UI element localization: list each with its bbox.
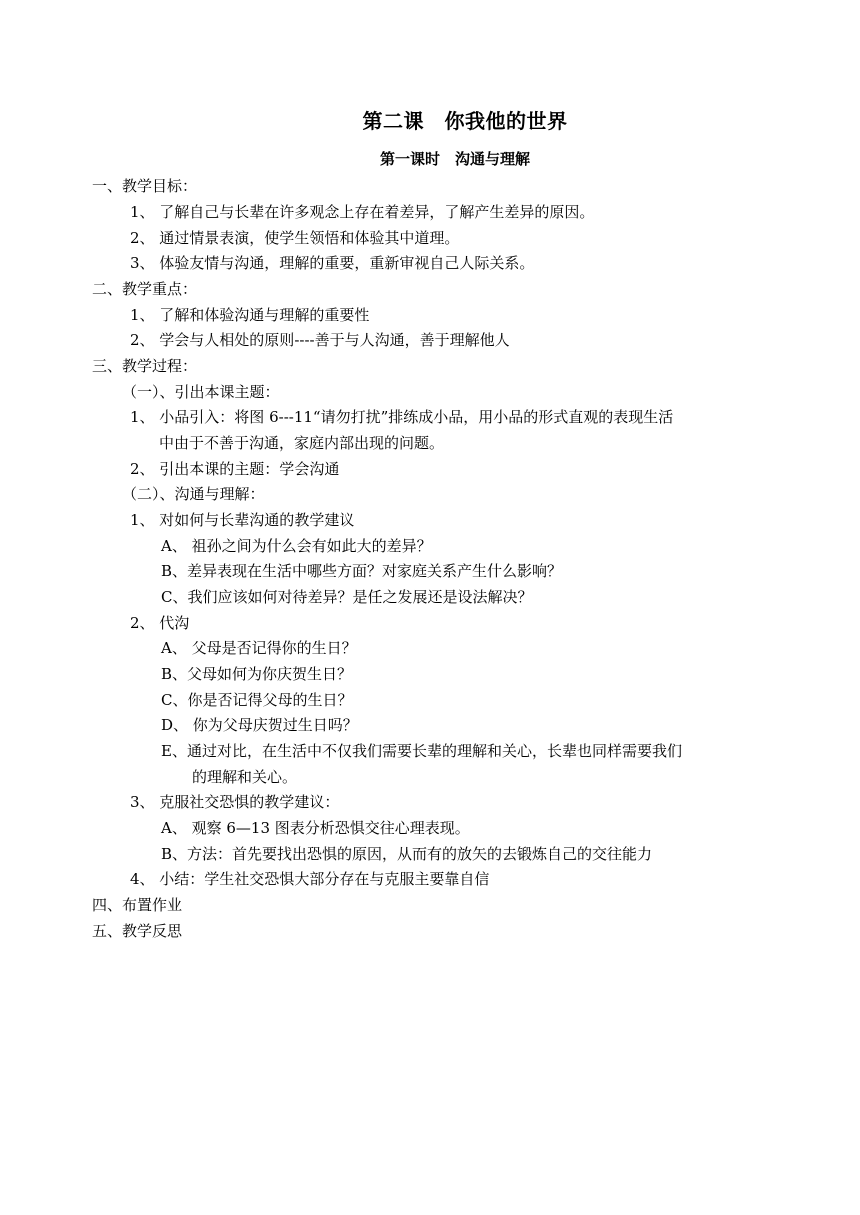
- communication-item-2-e-continued: 的理解和关心。: [192, 768, 298, 786]
- process-item-1-continued: 中由于不善于沟通，家庭内部出现的问题。: [159, 434, 445, 452]
- communication-item-1-b: B、差异表现在生活中哪些方面？对家庭关系产生什么影响？: [161, 562, 563, 580]
- communication-item-1: 1、 对如何与长辈沟通的教学建议: [130, 511, 355, 529]
- communication-item-2-a: A、 父母是否记得你的生日？: [161, 639, 357, 657]
- lesson-title: 第二课 你我他的世界: [362, 109, 568, 133]
- communication-item-4: 4、 小结：学生社交恐惧大部分存在与克服主要靠自信: [130, 870, 490, 888]
- process-item-1: 1、 小品引入：将图 6---11“请勿打扰”排练成小品，用小品的形式直观的表现生活: [130, 408, 674, 426]
- communication-item-3-a: A、 观察 6—13 图表分析恐惧交往心理表现。: [161, 819, 470, 837]
- process-item-2: 2、 引出本课的主题：学会沟通: [130, 460, 340, 478]
- communication-item-2: 2、 代沟: [130, 614, 190, 632]
- communication-item-2-c: C、你是否记得父母的生日？: [161, 691, 353, 709]
- section-heading-homework: 四、布置作业: [92, 896, 183, 914]
- communication-item-1-a: A、 祖孙之间为什么会有如此大的差异？: [161, 537, 432, 555]
- objective-item-2: 2、 通过情景表演，使学生领悟和体验其中道理。: [130, 229, 460, 247]
- communication-item-2-b: B、父母如何为你庆贺生日？: [161, 665, 353, 683]
- objective-item-3: 3、 体验友情与沟通，理解的重要，重新审视自己人际关系。: [130, 254, 535, 272]
- communication-item-3: 3、 克服社交恐惧的教学建议：: [130, 793, 340, 811]
- key-point-item-2: 2、 学会与人相处的原则----善于与人沟通，善于理解他人: [130, 331, 510, 349]
- subsection-heading-communication: （二）、沟通与理解：: [122, 485, 265, 503]
- communication-item-3-b: B、方法：首先要找出恐惧的原因，从而有的放矢的去锻炼自己的交往能力: [161, 845, 653, 863]
- section-heading-objectives: 一、教学目标：: [92, 177, 198, 195]
- communication-item-2-d: D、 你为父母庆贺过生日吗？: [161, 716, 358, 734]
- section-heading-process: 三、教学过程：: [92, 357, 198, 375]
- section-heading-reflection: 五、教学反思: [92, 922, 183, 940]
- key-point-item-1: 1、 了解和体验沟通与理解的重要性: [130, 306, 370, 324]
- section-heading-key-points: 二、教学重点：: [92, 280, 198, 298]
- communication-item-1-c: C、我们应该如何对待差异？是任之发展还是设法解决？: [161, 588, 533, 606]
- subsection-heading-intro: （一）、引出本课主题：: [122, 383, 280, 401]
- lesson-subtitle: 第一课时 沟通与理解: [379, 150, 530, 168]
- objective-item-1: 1、 了解自己与长辈在许多观念上存在着差异，了解产生差异的原因。: [130, 203, 595, 221]
- communication-item-2-e: E、通过对比，在生活中不仅我们需要长辈的理解和关心，长辈也同样需要我们: [161, 742, 682, 760]
